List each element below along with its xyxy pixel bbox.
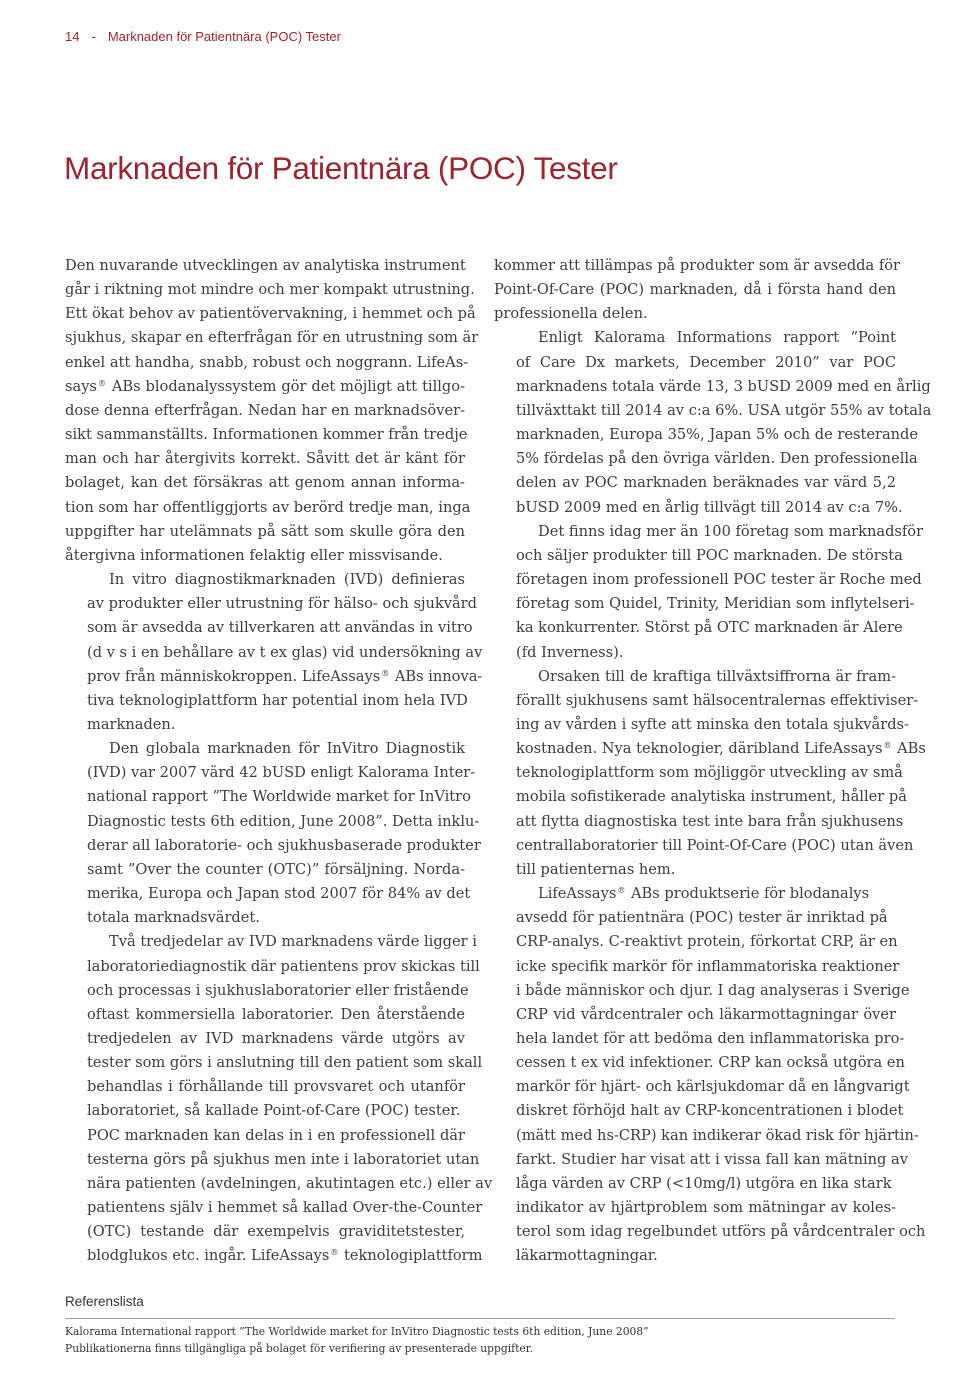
paragraph — [65, 737, 481, 930]
references-divider — [65, 1318, 895, 1319]
text-line: marknaden. — [87, 715, 176, 733]
text-line: POC marknaden kan delas in i en professionell där — [87, 1126, 465, 1144]
paragraph — [494, 326, 932, 519]
text-line: laboratoriediagnostik där patientens prov skickas till — [87, 957, 480, 975]
text-line: bUSD 2009 med en årlig tillvägt till 2014 av c:a 7%. — [516, 498, 903, 516]
text-line: går i riktning mot mindre och mer kompakt utrustning. — [65, 281, 475, 299]
text-line: CRP-analys. C-reaktivt protein, förkortat CRP, är en — [516, 933, 898, 951]
left-column — [65, 254, 493, 1269]
text-line: av produkter eller utrustning för hälso- och sjukvård — [87, 595, 477, 613]
paragraph — [494, 665, 926, 882]
text-line: (fd Inverness). — [516, 643, 624, 661]
registered-mark: ® — [97, 378, 106, 388]
text-line: testerna görs på sjukhus men inte i laboratoriet utan — [87, 1150, 480, 1168]
text-line: uppgifter har utelämnats på sätt som skulle göra den — [65, 522, 465, 540]
text-line: återgivna informationen felaktig eller missvisande. — [65, 546, 443, 564]
text-line: professionella delen. — [494, 305, 648, 323]
text-line: says® ABs blodanalyssystem gör det möjligt att tillgo- — [65, 377, 465, 395]
text-line: kostnaden. Nya teknologier, däribland LifeAssays® ABs — [516, 740, 926, 758]
text-line: farkt. Studier har visat att i vissa fall kan mätning av — [516, 1150, 908, 1168]
text-line: avsedd för patientnära (POC) tester är inriktad på — [516, 909, 888, 927]
text-line: som är avsedda av tillverkaren att användas in vitro — [87, 619, 473, 637]
text-line: diskret förhöjd halt av CRP-koncentrationen i blodet — [516, 1102, 904, 1120]
text-line: man och har återgivits korrekt. Såvitt det är känt för — [65, 450, 465, 468]
page-title: Marknaden för Patientnära (POC) Tester — [64, 150, 618, 186]
paragraph — [494, 520, 924, 665]
text-line: företag som Quidel, Trinity, Meridian som inflytelseri- — [516, 595, 915, 613]
text-line: (d v s i en behållare av t ex glas) vid undersökning av — [87, 643, 483, 661]
text-line: icke specifik markör för inflammatoriska reaktioner — [516, 957, 900, 975]
reference-item: Publikationerna finns tillgängliga på bolaget för verifiering av presenterade uppgifter. — [65, 1342, 534, 1355]
text-line: och processas i sjukhuslaboratorier eller fristående — [87, 981, 469, 999]
text-line: cessen t ex vid infektioner. CRP kan också utgöra en — [516, 1054, 905, 1072]
text-line: företagen inom professionell POC tester är Roche med — [516, 571, 922, 589]
registered-mark: ® — [381, 668, 390, 678]
text-line: bolaget, kan det försäkras att genom annan informa- — [65, 474, 465, 492]
text-line: (mätt med hs-CRP) kan indikerar ökad risk för hjärtin- — [516, 1126, 919, 1144]
header-section-title: Marknaden för Patientnära (POC) Tester — [107, 29, 341, 44]
text-line: marknadens totala värde 13, 3 bUSD 2009 med en årlig — [516, 377, 931, 395]
registered-mark: ® — [883, 741, 892, 751]
text-line: låga värden av CRP (<10mg/l) utgöra en lika stark — [516, 1174, 892, 1192]
text-line: tiva teknologiplattform har potential inom hela IVD — [87, 691, 468, 709]
text-line: 5% fördelas på den övriga världen. Den professionella — [516, 450, 918, 468]
page-number: 14 — [65, 29, 80, 44]
text-line: Diagnostic tests 6th edition, June 2008”. Detta inklu- — [87, 812, 480, 830]
text-line: marknaden, Europa 35%, Japan 5% och de resterande — [516, 426, 919, 444]
text-line: Det finns idag mer än 100 företag som marknadsför — [538, 522, 924, 540]
text-line: CRP vid vårdcentraler och läkarmottagningar över — [516, 1005, 896, 1023]
text-line: Enligt Kalorama Informations rapport ”Point — [538, 329, 896, 347]
text-line: totala marknadsvärdet. — [87, 909, 260, 927]
text-line: indikator av hjärtproblem som mätningar av koles- — [516, 1199, 896, 1217]
header-separator: - — [91, 29, 96, 44]
text-line: tion som har offentliggjorts av berörd tredje man, inga — [65, 498, 471, 516]
text-line: In vitro diagnostikmarknaden (IVD) definieras — [109, 571, 465, 589]
running-header — [65, 29, 341, 44]
text-line: teknologiplattform som möjliggör utveckling av små — [516, 764, 903, 782]
text-line: enkel att handha, snabb, robust och noggrann. LifeAs- — [65, 353, 469, 371]
text-line: tillväxttakt till 2014 av c:a 6%. USA utgör 55% av totala — [516, 401, 932, 419]
text-line: Två tredjedelar av IVD marknadens värde ligger i — [109, 933, 477, 951]
text-line: delen av POC marknaden beräknades var värd 5,2 — [516, 474, 896, 492]
paragraph — [65, 568, 483, 737]
text-line: prov från människokroppen. LifeAssays® ABs innova- — [87, 667, 483, 685]
text-line: oftast kommersiella laboratorier. Den återstående — [87, 1005, 465, 1023]
paragraph — [65, 254, 479, 568]
text-line: Den globala marknaden för InVitro Diagnostik — [109, 740, 465, 758]
text-line: Orsaken till de kraftiga tillväxtsiffrorna är fram- — [538, 667, 896, 685]
text-line: kommer att tillämpas på produkter som är avsedda för — [494, 257, 901, 274]
text-line: merika, Europa och Japan stod 2007 för 84% av det — [87, 885, 471, 903]
registered-mark: ® — [617, 886, 626, 896]
references-title: Referenslista — [65, 1294, 144, 1309]
text-line: behandlas i förhållande till provsvaret och utanför — [87, 1078, 465, 1096]
text-line: centrallaboratorier till Point-Of-Care (POC) utan även — [516, 836, 914, 854]
text-line: dose denna efterfrågan. Nedan har en marknadsöver- — [65, 401, 465, 419]
text-line: of Care Dx markets, December 2010” var POC — [516, 353, 896, 371]
text-line: terol som idag regelbundet utförs på vårdcentraler och — [516, 1223, 926, 1241]
text-line: tredjedelen av IVD marknadens värde utgörs av — [87, 1030, 465, 1047]
text-line: ing av vården i syfte att minska den totala sjukvårds- — [516, 715, 909, 733]
text-line: Point-Of-Care (POC) marknaden, då i första hand den — [494, 281, 896, 299]
references — [65, 1294, 895, 1357]
text-line: Den nuvarande utvecklingen av analytiska instrument — [65, 257, 466, 274]
text-line: nära patienten (avdelningen, akutintagen etc.) eller av — [87, 1174, 493, 1192]
paragraph — [65, 930, 493, 1268]
text-line: sikt sammanställts. Informationen kommer från tredje — [65, 426, 468, 444]
registered-mark: ® — [330, 1248, 339, 1258]
text-line: förallt sjukhusens samt hälsocentralernas effektiviser- — [516, 691, 919, 709]
text-line: patientens själv i hemmet så kallad Over-the-Counter — [87, 1199, 483, 1217]
paragraph — [494, 882, 926, 1269]
text-line: ka konkurrenter. Störst på OTC marknaden är Alere — [516, 619, 903, 637]
text-line: i både människor och djur. I dag analyseras i Sverige — [516, 981, 910, 999]
text-line: läkarmottagningar. — [516, 1247, 658, 1265]
text-line: LifeAssays® ABs produktserie för blodanalys — [538, 885, 870, 903]
text-line: till patienternas hem. — [516, 860, 676, 878]
reference-item: Kalorama International rapport ”The Worldwide market for InVitro Diagnostic tests 6th edition, June 2008” — [65, 1325, 649, 1338]
text-line: sjukhus, skapar en efterfrågan för en utrustning som är — [65, 329, 479, 347]
text-line: (OTC) testande där exempelvis graviditetstester, — [87, 1223, 465, 1241]
text-line: national rapport ”The Worldwide market for InVitro — [87, 788, 471, 806]
text-line: att flytta diagnostiska test inte bara från sjukhusens — [516, 812, 904, 830]
text-line: hela landet för att bedöma den inflammatoriska pro- — [516, 1030, 905, 1047]
right-column — [494, 254, 932, 1269]
text-line: (IVD) var 2007 värd 42 bUSD enligt Kalorama Inter- — [87, 764, 476, 782]
paragraph — [494, 254, 901, 326]
text-line: tester som görs i anslutning till den patient som skall — [87, 1054, 483, 1072]
text-line: samt ”Over the counter (OTC)” försäljning. Norda- — [87, 860, 465, 878]
text-line: blodglukos etc. ingår. LifeAssays® teknologiplattform — [87, 1247, 483, 1265]
text-line: Ett ökat behov av patientövervakning, i hemmet och på — [65, 305, 476, 323]
text-line: och säljer produkter till POC marknaden. De största — [516, 546, 903, 564]
text-line: mobila sofistikerade analytiska instrument, håller på — [516, 788, 907, 806]
text-line: markör för hjärt- och kärlsjukdomar då en långvarigt — [516, 1078, 910, 1096]
text-line: derar all laboratorie- och sjukhusbaserade produkter — [87, 836, 481, 854]
text-line: laboratoriet, så kallade Point-of-Care (POC) tester. — [87, 1102, 461, 1120]
